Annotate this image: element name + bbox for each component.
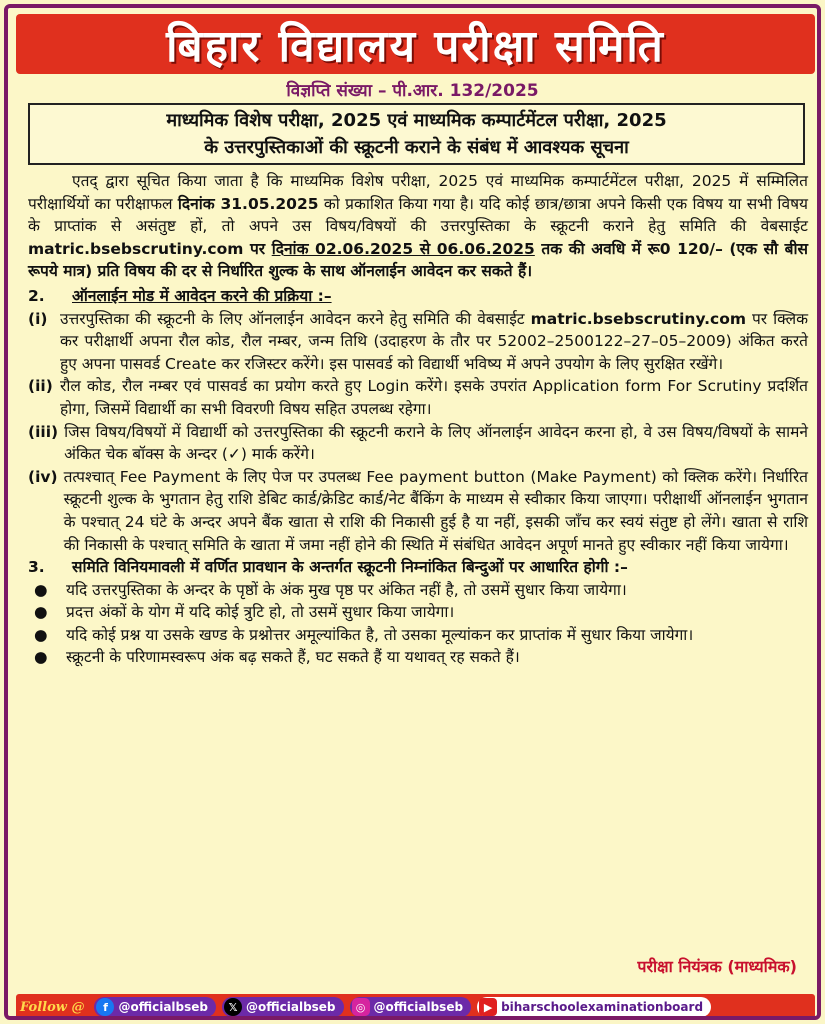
youtube-handle: biharschoolexaminationboard (501, 1000, 704, 1014)
youtube-icon: ▶ (479, 998, 497, 1016)
follow-label: Follow @ (20, 999, 85, 1015)
step-label: (iii) (28, 422, 59, 441)
x-handle: @officialbseb (246, 1000, 336, 1014)
step-text-post: पर क्लिक कर परीक्षार्थी अपना रौल कोड, रौल नम्बर, जन्म तिथि (उदाहरण के तौर पर 52002–2500122–27–05–2009) अंकित करते हुए अपना पासवर्ड Create कर रजिस्टर करेंगे। इस पासवर्ड को विद्यार्थी भविष्य में अपने उपयोग के लिए सुरक्षित रखेंगे। (60, 309, 808, 373)
section-3-title: समिति विनियमावली में वर्णित प्रावधान के अन्तर्गत स्क्रूटनी निम्नांकित बिन्दुओं पर आधारित होगी :– (72, 558, 628, 577)
subject-line-1: माध्यमिक विशेष परीक्षा, 2025 एवं माध्यमिक कम्पार्टमेंटल परीक्षा, 2025 (166, 110, 667, 131)
step-text: तत्पश्चात् Fee Payment के लिए पेज पर उपलब्ध Fee payment button (Make Payment) को क्लिक करेंगे। निर्धारित स्क्रूटनी शुल्क के भुगतान हेतु राशि डेबिट कार्ड/क्रेडिट कार्ड/नेट बैंकिंग के माध्यम से स्वीकार किया जाएगा। परीक्षार्थी ऑनलाईन भुगतान के पश्चात् 24 घंटे के अन्दर अपने बैंक खाता से राशि की निकासी हुई है या नहीं, इसकी जाँच कर स्वयं संतुष्ट हो लेंगे। खाता से राशि की निकासी के पश्चात् समिति के खाता में जमा नहीं होने की स्थिति में संबंधित आवेदन अपूर्ण मानते हुए स्वीकार नहीं किया जायेगा। (63, 467, 808, 554)
step-item (28, 375, 808, 420)
instagram-icon: ◎ (352, 998, 370, 1016)
subject-box (28, 103, 805, 165)
section-3-number: 3. (28, 558, 45, 577)
result-date: दिनांक 31.05.2025 (177, 194, 319, 213)
step-label: (iv) (28, 467, 58, 486)
x-icon: 𝕏 (224, 998, 242, 1016)
intro-text-2: को प्रकाशित किया गया है। यदि कोई छात्र/छात्रा अपने किसी एक विषय या सभी विषय के प्राप्तांक से असंतुष्ट हों, तो अपने उस विषय/विषयों की उत्तरपुस्तिका के स्क्रूटनी कराने हेतु समिति की वेबसाईट (28, 194, 809, 236)
step-label: (i) (28, 309, 48, 328)
step-text: जिस विषय/विषयों में विद्यार्थी को उत्तरपुस्तिका की स्क्रूटनी कराने के लिए ऑनलाईन आवेदन करना हो, वे उस विषय/विषयों के सामने अंकित चेक बॉक्स के अन्दर (✓) मार्क करेंगे। (64, 422, 808, 464)
list-item-text: स्क्रूटनी के परिणामस्वरूप अंक बढ़ सकते हैं, घट सकते हैं या यथावत् रह सकते हैं। (66, 648, 520, 667)
notice-number: विज्ञप्ति संख्या – पी.आर. 132/2025 (286, 81, 539, 101)
section-2-title: ऑनलाईन मोड में आवेदन करने की प्रक्रिया :– (72, 286, 332, 305)
subject-line-2: के उत्तरपुस्तिकाओं की स्क्रूटनी कराने के संबंध में आवश्यक सूचना (204, 137, 629, 158)
bullet-icon: ● (34, 603, 48, 622)
list-item (28, 624, 808, 647)
notice-body (28, 170, 808, 669)
bullet-icon: ● (34, 625, 48, 644)
board-title: बिहार विद्यालय परीक्षा समिति (166, 21, 665, 72)
signatory: परीक्षा नियंत्रक (माध्यमिक) (637, 957, 797, 976)
header-banner (16, 14, 815, 74)
social-footer (16, 994, 815, 1020)
step-item (28, 421, 808, 466)
intro-text-3: पर (243, 239, 272, 258)
step-text-pre: उत्तरपुस्तिका की स्क्रूटनी के लिए ऑनलाईन आवेदन करने हेतु समिति की वेबसाईट (60, 309, 531, 328)
step-item (28, 466, 808, 556)
step-item (28, 308, 808, 376)
section-3-heading (28, 556, 808, 579)
application-period: दिनांक 02.06.2025 से 06.06.2025 (271, 239, 535, 258)
bullet-icon: ● (34, 580, 48, 599)
list-item (28, 579, 808, 602)
intro-paragraph (28, 170, 808, 283)
intro-text-1: एतद् द्वारा सूचित किया जाता है कि माध्यमिक विशेष परीक्षा, 2025 एवं माध्यमिक कम्पार्टमेंटल परीक्षा, 2025 में सम्मिलित परीक्षार्थियों का परीक्षाफल (28, 172, 808, 213)
facebook-handle: @officialbseb (118, 1000, 208, 1014)
list-item-text: प्रदत्त अंकों के योग में यदि कोई त्रुटि हो, तो उसमें सुधार किया जायेगा। (66, 603, 455, 622)
list-item-text: यदि कोई प्रश्न या उसके खण्ड के प्रश्नोत्तर अमूल्यांकित है, तो उसका मूल्यांकन कर प्राप्तांक में सुधार किया जायेगा। (66, 625, 694, 644)
youtube-link[interactable] (477, 997, 711, 1017)
list-item-text: यदि उत्तरपुस्तिका के अन्दर के पृष्ठों के अंक मुख पृष्ठ पर अंकित नहीं है, तो उसमें सुधार किया जायेगा। (66, 580, 627, 599)
facebook-link[interactable] (94, 997, 216, 1017)
list-item (28, 601, 808, 624)
step-text (60, 308, 808, 376)
x-link[interactable] (222, 997, 344, 1017)
step-text: रौल कोड, रौल नम्बर एवं पासवर्ड का प्रयोग करते हुए Login करेंगे। इसके उपरांत Application form For Scrutiny प्रदर्शित होगा, जिसमें विद्यार्थी का सभी विवरणी विषय सहित उपलब्ध रहेगा। (60, 377, 808, 418)
instagram-link[interactable] (350, 997, 472, 1017)
step-label: (ii) (28, 377, 53, 396)
step-website-link[interactable]: matric.bsebscrutiny.com (530, 309, 746, 328)
section-2-number: 2. (28, 286, 45, 305)
bullet-icon: ● (34, 648, 48, 667)
website-link[interactable]: matric.bsebscrutiny.com (28, 239, 244, 258)
list-item (28, 646, 808, 669)
intro-text-4: तक की अवधि में रू0 120/– (एक सौ बीस रूपये मात्र) प्रति विषय की दर से निर्धारित शुल्क के साथ ऑनलाईन आवेदन कर सकते हैं। (28, 239, 808, 281)
section-2-heading (28, 285, 808, 308)
notice-frame (4, 4, 821, 1020)
facebook-icon: f (96, 998, 114, 1016)
instagram-handle: @officialbseb (373, 1000, 464, 1014)
